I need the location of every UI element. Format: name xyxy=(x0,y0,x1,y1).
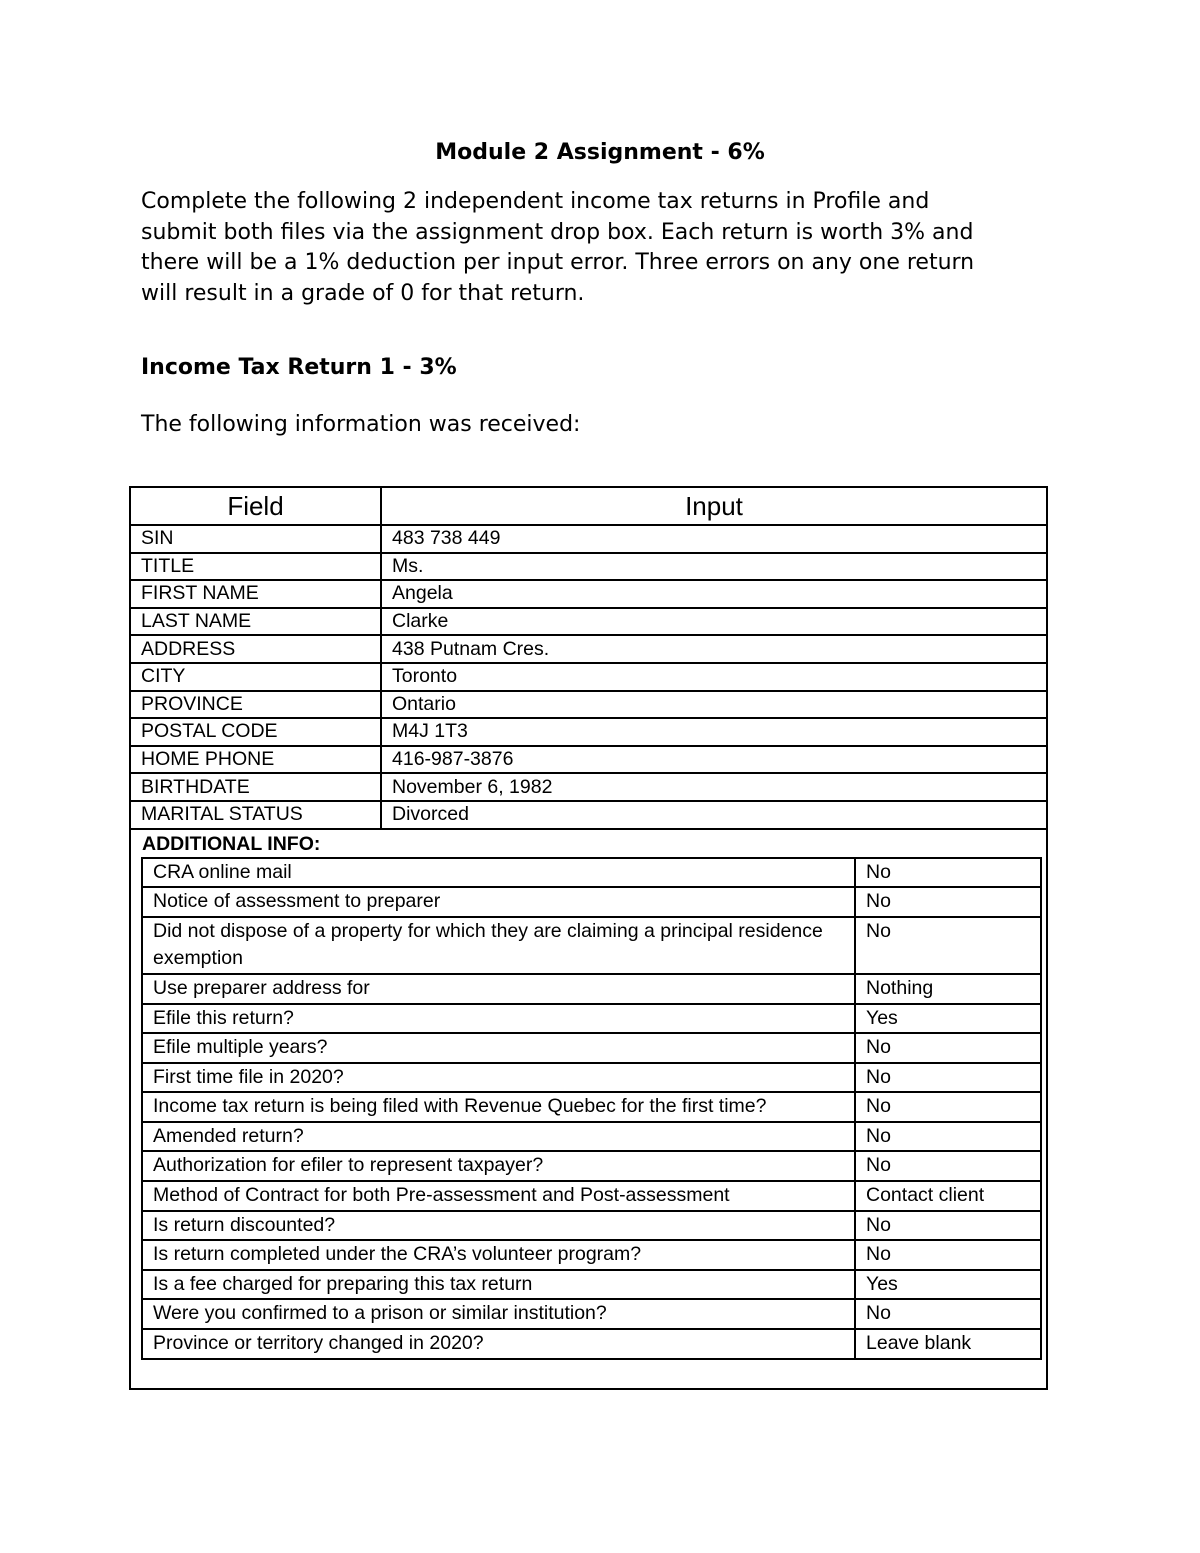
additional-row xyxy=(142,1181,1041,1211)
table-row xyxy=(131,773,1046,801)
additional-info-label: ADDITIONAL INFO: xyxy=(142,832,321,855)
table-row xyxy=(131,580,1046,608)
additional-row xyxy=(142,1151,1041,1181)
additional-info-table xyxy=(141,857,1042,1360)
field-value: Clarke xyxy=(381,608,1046,636)
additional-question: Is return discounted? xyxy=(142,1211,855,1241)
table-row xyxy=(131,553,1046,581)
field-label: PROVINCE xyxy=(131,691,381,719)
additional-answer: No xyxy=(855,1092,1041,1122)
intro-line: submit both files via the assignment drop box. Each return is worth 3% and xyxy=(141,219,974,245)
additional-question: Did not dispose of a property for which they are claiming a principal residence exemption xyxy=(142,917,855,974)
section-heading: Income Tax Return 1 - 3% xyxy=(141,355,457,380)
additional-question: Province or territory changed in 2020? xyxy=(142,1329,855,1359)
field-value: M4J 1T3 xyxy=(381,718,1046,746)
additional-answer: Contact client xyxy=(855,1181,1041,1211)
additional-answer: No xyxy=(855,1240,1041,1270)
additional-answer: Yes xyxy=(855,1004,1041,1034)
additional-answer: Yes xyxy=(855,1270,1041,1300)
additional-row xyxy=(142,1329,1041,1359)
additional-question: Is a fee charged for preparing this tax return xyxy=(142,1270,855,1300)
additional-answer: No xyxy=(855,1033,1041,1063)
field-value: Ontario xyxy=(381,691,1046,719)
additional-question: First time file in 2020? xyxy=(142,1063,855,1093)
intro-line: Complete the following 2 independent income tax returns in Profile and xyxy=(141,189,930,214)
additional-question: Method of Contract for both Pre-assessment and Post-assessment xyxy=(142,1181,855,1211)
additional-question: Efile this return? xyxy=(142,1004,855,1034)
table-row xyxy=(131,691,1046,719)
field-value: 483 738 449 xyxy=(381,525,1046,553)
info-table xyxy=(129,486,1048,1390)
additional-answer: No xyxy=(855,1151,1041,1181)
table-row xyxy=(131,663,1046,691)
table-row xyxy=(131,801,1046,829)
client-fields-table xyxy=(131,488,1046,830)
additional-question: Amended return? xyxy=(142,1122,855,1152)
field-value: 438 Putnam Cres. xyxy=(381,635,1046,663)
table-row xyxy=(131,608,1046,636)
additional-row xyxy=(142,917,1041,974)
additional-question: Is return completed under the CRA’s volunteer program? xyxy=(142,1240,855,1270)
additional-row xyxy=(142,1299,1041,1329)
additional-row xyxy=(142,1063,1041,1093)
additional-row xyxy=(142,1033,1041,1063)
additional-answer: No xyxy=(855,1122,1041,1152)
additional-answer: Leave blank xyxy=(855,1329,1041,1359)
additional-answer: No xyxy=(855,887,1041,917)
field-label: POSTAL CODE xyxy=(131,718,381,746)
received-text: The following information was received: xyxy=(141,412,581,437)
table-row xyxy=(131,718,1046,746)
additional-answer: No xyxy=(855,917,1041,974)
table-row xyxy=(131,746,1046,774)
additional-row xyxy=(142,974,1041,1004)
field-value: Divorced xyxy=(381,801,1046,829)
additional-question: Efile multiple years? xyxy=(142,1033,855,1063)
additional-question: Were you confirmed to a prison or similar institution? xyxy=(142,1299,855,1329)
additional-row xyxy=(142,1240,1041,1270)
field-value: 416-987-3876 xyxy=(381,746,1046,774)
field-label: HOME PHONE xyxy=(131,746,381,774)
additional-question: Notice of assessment to preparer xyxy=(142,887,855,917)
additional-question: Authorization for efiler to represent taxpayer? xyxy=(142,1151,855,1181)
additional-row xyxy=(142,1092,1041,1122)
field-label: LAST NAME xyxy=(131,608,381,636)
intro-line: there will be a 1% deduction per input error. Three errors on any one return xyxy=(141,250,975,275)
intro-paragraph xyxy=(141,187,1071,309)
field-value: Ms. xyxy=(381,553,1046,581)
additional-question: CRA online mail xyxy=(142,858,855,888)
additional-answer: Nothing xyxy=(855,974,1041,1004)
table-row xyxy=(131,635,1046,663)
additional-row xyxy=(142,1211,1041,1241)
field-value: Toronto xyxy=(381,663,1046,691)
header-field: Field xyxy=(131,488,381,525)
field-label: ADDRESS xyxy=(131,635,381,663)
additional-answer: No xyxy=(855,1299,1041,1329)
intro-line: will result in a grade of 0 for that return. xyxy=(141,280,585,306)
header-input: Input xyxy=(381,488,1046,525)
additional-question: Income tax return is being filed with Revenue Quebec for the first time? xyxy=(142,1092,855,1122)
field-label: MARITAL STATUS xyxy=(131,801,381,829)
additional-row xyxy=(142,887,1041,917)
additional-row xyxy=(142,1122,1041,1152)
field-label: TITLE xyxy=(131,553,381,581)
additional-answer: No xyxy=(855,1063,1041,1093)
additional-answer: No xyxy=(855,1211,1041,1241)
field-label: SIN xyxy=(131,525,381,553)
additional-row xyxy=(142,858,1041,888)
additional-row xyxy=(142,1004,1041,1034)
field-value: November 6, 1982 xyxy=(381,773,1046,801)
additional-question: Use preparer address for xyxy=(142,974,855,1004)
field-label: CITY xyxy=(131,663,381,691)
additional-answer: No xyxy=(855,858,1041,888)
table-header-row xyxy=(131,488,1046,525)
field-value: Angela xyxy=(381,580,1046,608)
table-row xyxy=(131,525,1046,553)
document-title: Module 2 Assignment - 6% xyxy=(435,140,765,165)
field-label: BIRTHDATE xyxy=(131,773,381,801)
additional-row xyxy=(142,1270,1041,1300)
field-label: FIRST NAME xyxy=(131,580,381,608)
